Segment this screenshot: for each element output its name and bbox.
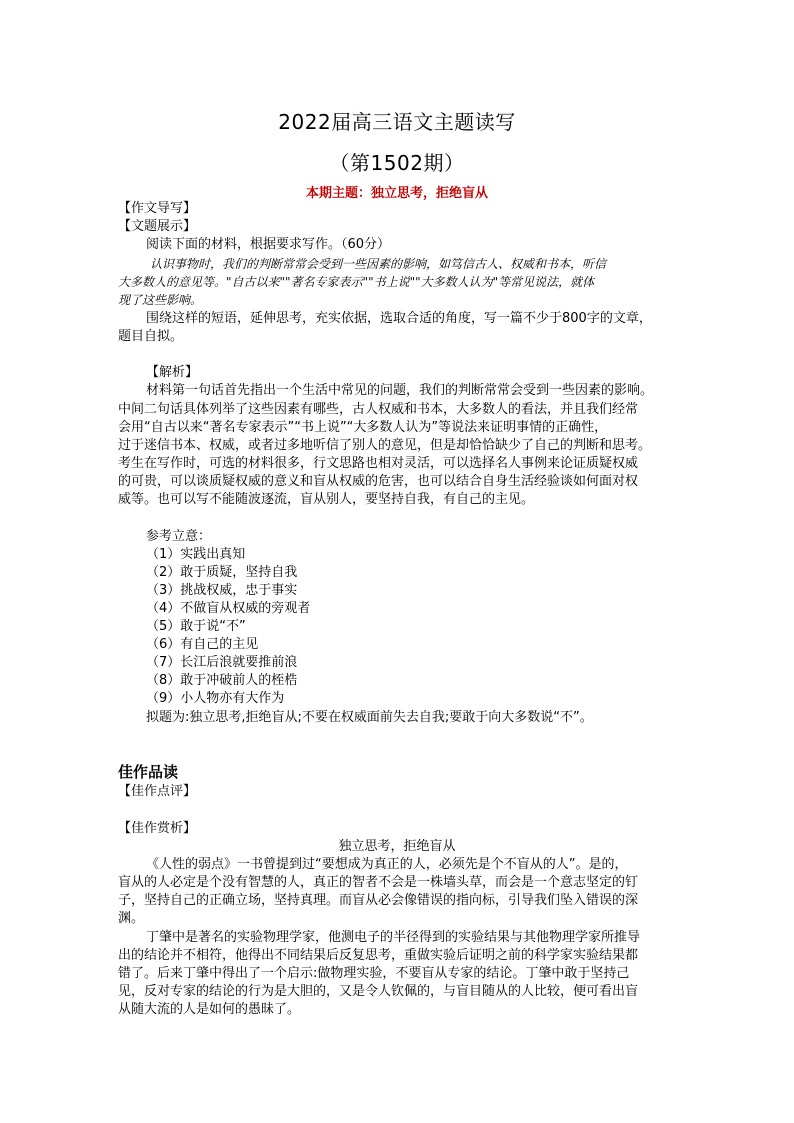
essay-line: 子，坚持自己的正确立场，坚持真理。而盲从必会像错误的指向标，引导我们坠入错误的深 bbox=[118, 893, 639, 908]
reference-item: （9）小人物亦有大作为 bbox=[146, 691, 285, 706]
reference-item: （4）不做盲从权威的旁观者 bbox=[146, 601, 311, 616]
analysis-line: 考生在写作时，可选的材料很多，行文思路也相对灵活，可以选择名人事例来论证质疑权威 bbox=[118, 456, 639, 471]
draft-titles: 拟题为:独立思考,拒绝盲从;不要在权威面前失去自我;要敢于向大多数说“不”。 bbox=[146, 710, 593, 725]
section-comment-heading: 【佳作点评】 bbox=[118, 784, 197, 799]
analysis-line: 会用“自古以来“著名专家表示”“书上说”“大多数人认为”等说法来证明事情的正确性， bbox=[118, 420, 608, 435]
reference-title: 参考立意： bbox=[146, 529, 212, 544]
section-guide-heading: 【作文导写】 bbox=[118, 201, 197, 216]
reference-item: （1）实践出真知 bbox=[146, 547, 246, 562]
requirement-line: 围绕这样的短语，延伸思考，充实依据，选取合适的角度，写一篇不少于800字的文章， bbox=[146, 311, 652, 326]
material-line: 认识事物时，我们的判断常常会受到一些因素的影响，如笃信古人、权威和书本，听信 bbox=[150, 257, 607, 271]
analysis-line: 过于迷信书本、权威，或者过多地听信了别人的意见，但是却恰恰缺少了自己的判断和思考。 bbox=[118, 438, 652, 453]
section-works-heading: 佳作品读 bbox=[118, 763, 179, 781]
reference-item: （6）有自己的主见 bbox=[146, 637, 259, 652]
essay-line: 从随大流的人是如何的愚昧了。 bbox=[118, 1002, 301, 1017]
analysis-line: 威等。也可以写不能随波逐流，盲从别人，要坚持自我，有自己的主见。 bbox=[118, 492, 535, 507]
analysis-line: 中间二句话具体列举了这些因素有哪些，古人权威和书本，大多数人的看法，并且我们经常 bbox=[118, 402, 639, 417]
essay-line: 《人性的弱点》一书曾提到过“要想成为真正的人，必须先是个不盲从的人”。是的， bbox=[146, 857, 628, 872]
reference-item: （5）敢于说“不” bbox=[146, 619, 246, 634]
material-line: 大多数人的意见等。"自古以来""著名专家表示""书上说""大多数人认为"等常见说法，就体 bbox=[118, 275, 595, 289]
reference-item: （8）敢于冲破前人的桎梏 bbox=[146, 673, 298, 688]
section-appreciation-heading: 【佳作赏析】 bbox=[118, 821, 197, 836]
material-line: 现了这些影响。 bbox=[118, 293, 203, 307]
essay-line: 见，反对专家的结论的行为是大胆的，又是令人钦佩的，与盲目随从的人比较，便可看出盲 bbox=[118, 984, 639, 999]
essay-line: 丁肇中是著名的实验物理学家，他测电子的半径得到的实验结果与其他物理学家所推导 bbox=[146, 930, 641, 945]
essay-line: 盲从的人必定是个没有智慧的人，真正的智者不会是一株墙头草，而会是一个意志坚定的钉 bbox=[118, 875, 639, 890]
analysis-line: 材料第一句话首先指出一个生活中常见的问题，我们的判断常常会受到一些因素的影响。 bbox=[146, 383, 654, 398]
document-title: 2022届高三语文主题读写 bbox=[278, 110, 516, 134]
section-prompt-heading: 【文题展示】 bbox=[118, 219, 197, 234]
requirement-line: 题目自拟。 bbox=[118, 329, 184, 344]
essay-title: 独立思考，拒绝盲从 bbox=[338, 839, 456, 854]
section-analysis-heading: 【解析】 bbox=[146, 365, 199, 380]
essay-line: 出的结论并不相符，他得出不同结果后反复思考，重做实验后证明之前的科学家实验结果都 bbox=[118, 948, 639, 963]
reference-item: （7）长江后浪就要推前浪 bbox=[146, 655, 298, 670]
analysis-line: 的可贵，可以谈质疑权威的意义和盲从权威的危害，也可以结合自身生活经验谈如何面对权 bbox=[118, 474, 639, 489]
issue-theme: 本期主题：独立思考，拒绝盲从 bbox=[305, 186, 488, 201]
essay-line: 渊。 bbox=[118, 911, 145, 926]
essay-line: 错了。后来丁肇中得出了一个启示:做物理实验，不要盲从专家的结论。丁肇中敢于坚持己 bbox=[118, 966, 630, 981]
prompt-intro: 阅读下面的材料，根据要求写作。（60分） bbox=[146, 237, 391, 252]
issue-number: （第1502期） bbox=[329, 151, 465, 175]
reference-item: （2）敢于质疑，坚持自我 bbox=[146, 565, 298, 580]
reference-item: （3）挑战权威，忠于事实 bbox=[146, 583, 298, 598]
